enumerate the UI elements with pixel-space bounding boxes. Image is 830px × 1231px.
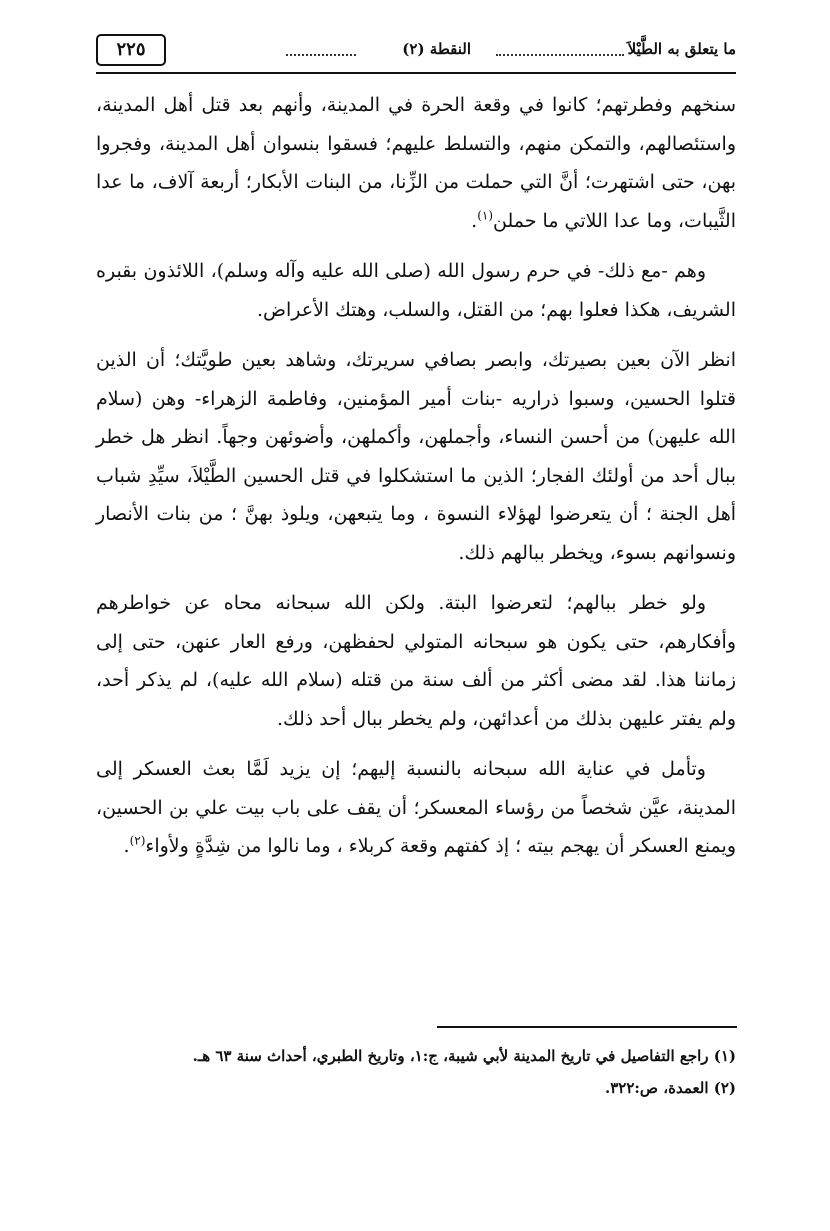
footnote-ref: (٢) — [129, 833, 146, 848]
section-title: النقطة (٢) — [402, 40, 471, 58]
paragraph: ولو خطر ببالهم؛ لتعرضوا البتة. ولكن الله سبحانه محاه عن خواطرهم وأفكارهم، حتى يكون هو سبحانه المتولي لحفظهن، ورفع العار عنهن، حتى إلى زماننا هذا. لقد مضى أكثر من ألف سنة من قتله (سلام الله عليه)، لم يذكر أحد، ولم يفتر عليهن بذلك من أعدائهن، ولم يخطر ببال أحد ذلك. — [96, 592, 736, 730]
paragraph: وتأمل في عناية الله سبحانه بالنسبة إليهم؛ إن يزيد لَمَّا بعث العسكر إلى المدينة، عيَّن شخصاً من رؤساء المعسكر؛ أن يقف على باب بيت علي بن الحسين، ويمنع العسكر أن يهجم بيته ؛ إذ كفتهم وقعة كربلاء ، وما نالوا من شِدَّةٍ ولأواء$^{(٢)}$. — [96, 758, 736, 857]
footnotes — [96, 1040, 736, 1104]
paragraph: وهم -مع ذلك- في حرم رسول الله (صلى الله عليه وآله وسلم)، اللائذون بقبره الشريف، هكذا فعلوا بهم؛ من القتل، والسلب، وهتك الأعراض. — [96, 260, 736, 321]
page-number: ٢٢٥ — [96, 34, 166, 66]
main-text — [96, 86, 736, 878]
footnote: (١) راجع التفاصيل في تاريخ المدينة لأبي شيبة، ج:١، وتاريخ الطبري، أحداث سنة ٦٣ هـ. — [192, 1047, 736, 1065]
paragraph: انظر الآن بعين بصيرتك، وابصر بصافي سريرتك، وشاهد بعين طويَّتك؛ أن الذين قتلوا الحسين، وسبوا ذراريه -بنات أمير المؤمنين، وفاطمة الزهراء- وهن (سلام الله عليهن) من أحسن النساء، وأجملهن، وأكملهن، وأضوئهن وجهاً. انظر هل خطر ببال أحد من أولئك الفجار؛ الذين ما استشكلوا في قتل الحسين الطَّيْلاَ، سيِّدِ شباب أهل الجنة ؛ أن يتعرضوا لهؤلاء النسوة ، وما يتبعهن، ويلوذ بهنَّ ؛ من بنات الأنصار ونسوانهم بسوء، ويخطر ببالهم ذلك. — [96, 349, 736, 564]
header-dotted-leader — [496, 40, 624, 56]
running-head: ما يتعلق به الطَّيْلاَ — [627, 40, 736, 58]
footnote: (٢) العمدة، ص:٣٢٢. — [604, 1079, 736, 1097]
footnote-separator — [437, 1026, 737, 1028]
paragraph: سنخهم وفطرتهم؛ كانوا في وقعة الحرة في المدينة، وأنهم بعد قتل أهل المدينة، واستئصالهم، والتمكن منهم، والتسلط عليهم؛ فسقوا بنسوان أهل المدينة، وفجروا بهن، حتى اشتهرت؛ أنَّ التي حملت من الزِّنا، من البنات الأبكار؛ أربعة آلاف، ما عدا الثَّيبات، وما عدا اللاتي ما حملن$^{(١)}$. — [96, 94, 736, 232]
header-dotted-leader-2 — [286, 40, 356, 56]
footnote-ref: (١) — [477, 208, 494, 223]
header-rule — [96, 72, 736, 74]
paragraph-text: سنخهم وفطرتهم؛ كانوا في وقعة الحرة في المدينة، وأنهم بعد قتل أهل المدينة، واستئصالهم، والتمكن منهم، والتسلط عليهم؛ فسقوا بنسوان أهل المدينة، وفجروا بهن، حتى اشتهرت؛ أنَّ التي حملت من الزِّنا، من البنات الأبكار؛ أربعة آلاف، ما عدا الثَّيبات، وما عدا اللاتي ما حملن — [96, 94, 736, 232]
page-header — [96, 34, 736, 74]
paragraph-text: وتأمل في عناية الله سبحانه بالنسبة إليهم؛ إن يزيد لَمَّا بعث العسكر إلى المدينة، عيَّن شخصاً من رؤساء المعسكر؛ أن يقف على باب بيت علي بن الحسين، ويمنع العسكر أن يهجم بيته ؛ إذ كفتهم وقعة كربلاء ، وما نالوا من شِدَّةٍ ولأواء — [96, 758, 736, 857]
